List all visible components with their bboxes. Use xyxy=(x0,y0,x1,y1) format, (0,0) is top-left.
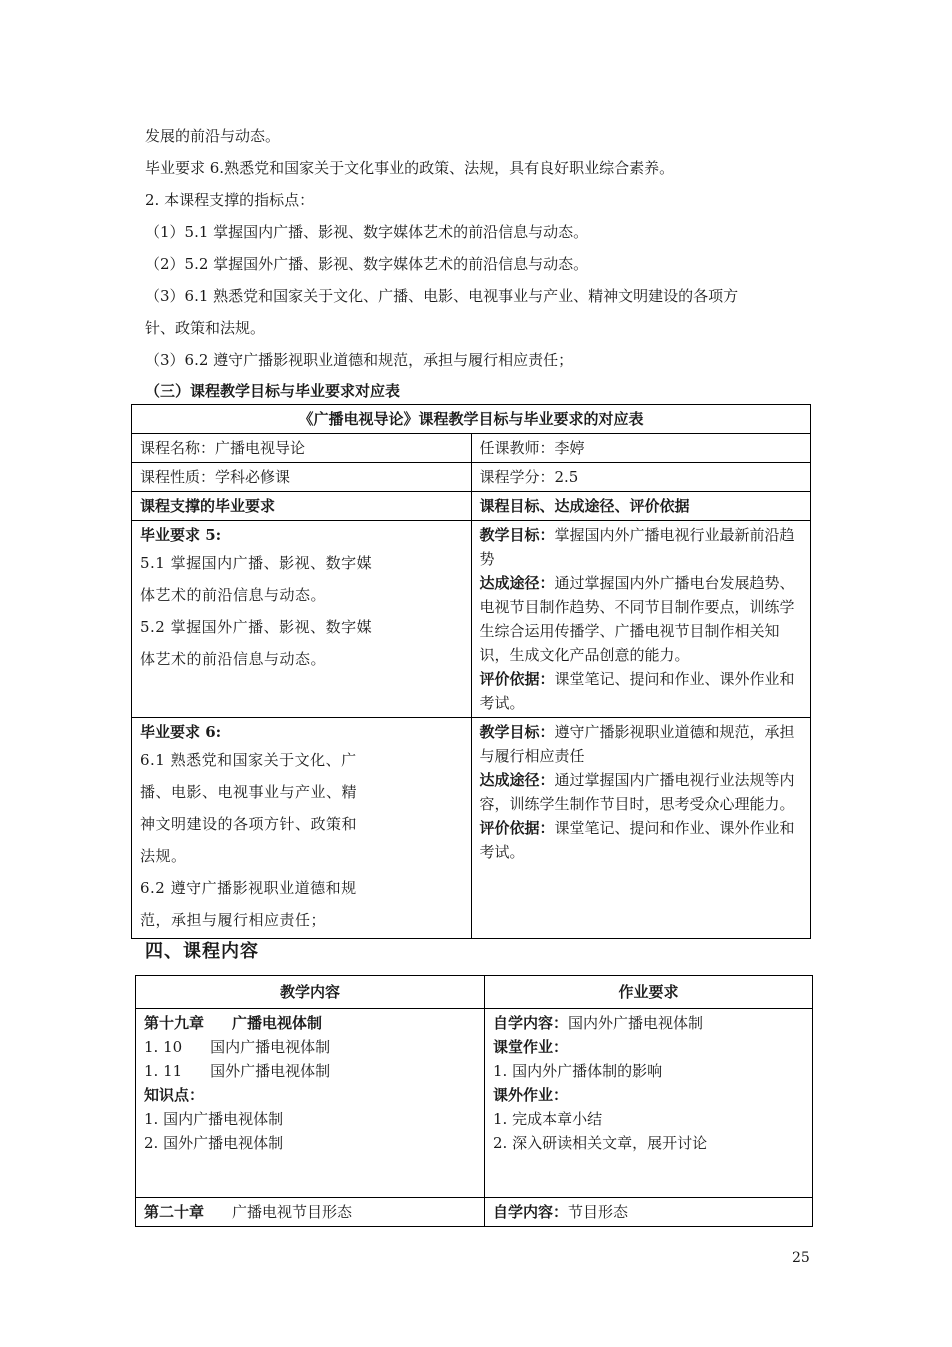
path-label: 达成途径： xyxy=(479,574,555,592)
requirement-item: 体艺术的前沿信息与动态。 xyxy=(140,650,327,668)
self-study xyxy=(493,1011,804,1035)
chapter-title: 广播电视体制 xyxy=(232,1014,323,1032)
table-title: 《广播电视导论》课程教学目标与毕业要求的对应表 xyxy=(132,405,811,434)
goal-label: 教学目标： xyxy=(479,526,555,544)
eval-label: 评价依据： xyxy=(479,670,555,688)
course-name: 课程名称：广播电视导论 xyxy=(132,434,472,463)
path-label: 达成途径： xyxy=(479,771,555,789)
content-cell xyxy=(136,1009,485,1198)
teaching-goal xyxy=(480,720,803,768)
achievement-path xyxy=(480,768,803,816)
subsection-title: （三）课程教学目标与毕业要求对应表 xyxy=(145,382,401,400)
class-work-label: 课堂作业： xyxy=(493,1038,569,1056)
content-cell xyxy=(136,1198,485,1227)
section-text: 国内广播电视体制 xyxy=(210,1038,331,1056)
path-text: 通过掌握国内外广播电台发展趋势、电视节目制作趋势、不同节目制作要点，训练学生综合运用传播学、广播电视节目制作相关知识，生成文化产品创意的能力。 xyxy=(479,574,795,664)
homework-item: 2. 深入研读相关文章，展开讨论 xyxy=(493,1134,708,1152)
requirement-item: 神文明建设的各项方针、政策和 xyxy=(140,815,358,833)
self-study-text: 节目形态 xyxy=(568,1203,629,1221)
chapter-heading xyxy=(144,1200,476,1224)
intro-line: （2）5.2 掌握国外广播、影视、数字媒体艺术的前沿信息与动态。 xyxy=(145,255,589,273)
intro-line: 2. 本课程支撑的指标点： xyxy=(145,191,315,209)
homework-label: 课外作业： xyxy=(493,1086,569,1104)
page-number: 25 xyxy=(792,1250,810,1266)
chapter-title: 广播电视节目形态 xyxy=(232,1203,353,1221)
requirement-item: 6.2 遵守广播影视职业道德和规 xyxy=(140,879,357,897)
class-work-item: 1. 国内外广播体制的影响 xyxy=(493,1062,663,1080)
self-study-label: 自学内容： xyxy=(493,1014,569,1032)
homework-item: 1. 完成本章小结 xyxy=(493,1110,603,1128)
chapter-heading xyxy=(144,1011,476,1035)
course-credits: 课程学分：2.5 xyxy=(471,463,811,492)
col-header-content: 教学内容 xyxy=(136,976,485,1009)
intro-line: （3）6.2 遵守广播影视职业道德和规范，承担与履行相应责任； xyxy=(145,351,574,369)
goal-text: 遵守广播影视职业道德和规范，承担与履行相应责任 xyxy=(479,723,795,765)
section-item xyxy=(144,1035,476,1059)
objective-cell xyxy=(471,718,811,939)
col-header-assignment: 作业要求 xyxy=(485,976,813,1009)
goal-text: 掌握国内外广播电视行业最新前沿趋势 xyxy=(479,526,795,568)
requirement-cell xyxy=(132,718,472,939)
eval-text: 课堂笔记、提问和作业、课外作业和考试。 xyxy=(479,670,795,712)
requirement-item: 范，承担与履行相应责任； xyxy=(140,911,327,929)
table-row xyxy=(136,1009,813,1198)
section-item xyxy=(144,1059,476,1083)
chapter-number: 第二十章 xyxy=(144,1203,205,1221)
requirement-item: 5.2 掌握国外广播、影视、数字媒 xyxy=(140,618,373,636)
requirement-item: 5.1 掌握国内广播、影视、数字媒 xyxy=(140,554,373,572)
objectives-requirements-table xyxy=(131,404,811,939)
eval-label: 评价依据： xyxy=(479,819,555,837)
requirement-item: 播、电影、电视事业与产业、精 xyxy=(140,783,358,801)
intro-line: 发展的前沿与动态。 xyxy=(145,127,281,145)
requirement-item: 法规。 xyxy=(140,847,187,865)
section-number: 1. 10 xyxy=(144,1038,183,1056)
requirement-title: 毕业要求 6: xyxy=(140,723,222,741)
col-header-requirements: 课程支撑的毕业要求 xyxy=(132,492,472,521)
knowledge-point: 2. 国外广播电视体制 xyxy=(144,1134,284,1152)
intro-line: （3）6.1 熟悉党和国家关于文化、广播、电影、电视事业与产业、精神文明建设的各项方 xyxy=(145,287,739,305)
knowledge-points-label: 知识点： xyxy=(144,1086,205,1104)
knowledge-point: 1. 国内广播电视体制 xyxy=(144,1110,284,1128)
evaluation-basis xyxy=(480,667,803,715)
assignment-cell xyxy=(485,1009,813,1198)
objective-cell xyxy=(471,521,811,718)
achievement-path xyxy=(480,571,803,667)
self-study-label: 自学内容： xyxy=(493,1203,569,1221)
requirement-cell xyxy=(132,521,472,718)
path-text: 通过掌握国内广播电视行业法规等内容，训练学生制作节目时，思考受众心理能力。 xyxy=(479,771,795,813)
assignment-cell xyxy=(485,1198,813,1227)
self-study-text: 国内外广播电视体制 xyxy=(568,1014,704,1032)
chapter-number: 第十九章 xyxy=(144,1014,205,1032)
requirement-item: 6.1 熟悉党和国家关于文化、广 xyxy=(140,751,357,769)
col-header-objectives: 课程目标、达成途径、评价依据 xyxy=(471,492,811,521)
teaching-goal xyxy=(480,523,803,571)
table-row xyxy=(132,718,811,939)
eval-text: 课堂笔记、提问和作业、课外作业和考试。 xyxy=(479,819,795,861)
course-teacher: 任课教师：李婷 xyxy=(471,434,811,463)
requirement-title: 毕业要求 5: xyxy=(140,526,222,544)
table-row xyxy=(132,521,811,718)
course-nature: 课程性质：学科必修课 xyxy=(132,463,472,492)
self-study xyxy=(493,1200,804,1224)
section-title: 四、课程内容 xyxy=(145,941,259,962)
intro-line: 针、政策和法规。 xyxy=(145,319,266,337)
intro-line: 毕业要求 6.熟悉党和国家关于文化事业的政策、法规，具有良好职业综合素养。 xyxy=(145,159,675,177)
requirement-item: 体艺术的前沿信息与动态。 xyxy=(140,586,327,604)
table-row xyxy=(136,1198,813,1227)
intro-line: （1）5.1 掌握国内广播、影视、数字媒体艺术的前沿信息与动态。 xyxy=(145,223,589,241)
course-content-table xyxy=(135,975,813,1227)
evaluation-basis xyxy=(480,816,803,864)
goal-label: 教学目标： xyxy=(479,723,555,741)
section-number: 1. 11 xyxy=(144,1062,183,1080)
section-text: 国外广播电视体制 xyxy=(210,1062,331,1080)
